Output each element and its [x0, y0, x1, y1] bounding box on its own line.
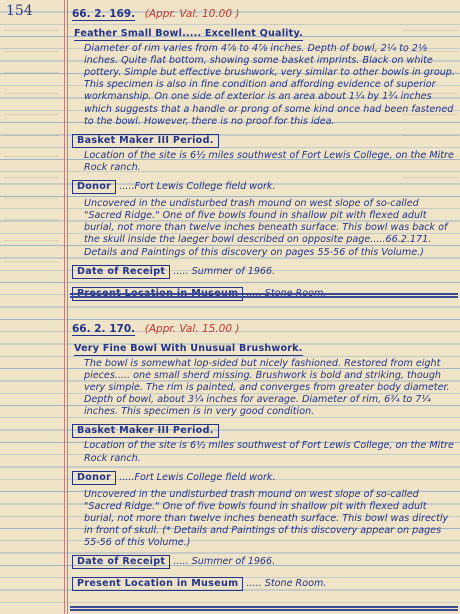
- discovery-notes: Uncovered in the undisturbed trash mound on west slope of so-called "Sacred Ridge." One of five bowls found in shallow pit with flexed adult burial, not more than twelve inches beneath surface. This bowl was back of the skull inside the laeger bowl described on opposite page.....66.2.171. Details and Paintings of this discovery on pages 55-56 of this Volume.): [84, 198, 448, 258]
- period-label: Basket Maker III Period.: [72, 134, 219, 148]
- entry-divider: [70, 606, 458, 608]
- appraisal-value: (Appr. Val. 10.00 ): [144, 8, 240, 20]
- donor-row: [72, 176, 458, 196]
- entry-description: The bowl is somewhat lop-sided but nicely fashioned. Restored from eight pieces..... one small sherd missing. Brushwork is bold and striking, though very simple. The rim is painted, and converges from greater body diameter. Depth of bowl, about 3¼ inches for average. Diameter of rim, 6¾ to 7¼ inches. This specimen is in very good condition.: [84, 357, 450, 418]
- site-location: Location of the site is 6½ miles southwest of Fort Lewis College, on the Mitre Rock ranch.: [84, 440, 454, 464]
- receipt-value: ..... Summer of 1966.: [173, 556, 276, 568]
- present-location-row: [72, 573, 458, 593]
- donor-label: Donor: [72, 471, 116, 485]
- entry-title: Feather Small Bowl..... Excellent Quality.: [74, 28, 303, 41]
- entry-header: [72, 317, 458, 341]
- bleed-through-left: [4, 20, 59, 600]
- entry-divider: [70, 293, 458, 295]
- ledger-content: [72, 2, 458, 595]
- present-location-label: Present Location in Museum: [72, 577, 243, 591]
- period-label: Basket Maker III Period.: [72, 424, 219, 438]
- donor-label: Donor: [72, 180, 116, 194]
- catalog-number: 66. 2. 169.: [72, 8, 136, 20]
- present-location-value: ..... Stone Room.: [246, 578, 327, 590]
- margin-line: [64, 0, 65, 614]
- donor-value: .....Fort Lewis College field work.: [119, 181, 276, 193]
- entry-header: [72, 2, 458, 26]
- page-number: 154: [6, 3, 33, 19]
- margin-line: [67, 0, 68, 614]
- donor-row: [72, 467, 458, 487]
- entry-description: Diameter of rim varies from 4⅞ to 4⅞ inches. Depth of bowl, 2¼ to 2⅛ inches. Quite flat bottom, showing some basket imprints. Black on white pottery. Simple but effective brushwork, very similar to other bowls in group. This specimen is also in fine condition and affording evidence of superior workmanship. On one side of exterior is an area about 1¼ by 1¾ inches which suggests that a handle or prong of some kind once had been fastened to the bowl. However, there is no proof for this idea.: [84, 43, 455, 127]
- discovery-notes: Uncovered in the undisturbed trash mound on west slope of so-called "Sacred Ridge." One of five bowls found in shallow pit with flexed adult burial, not more than twelve inches beneath surface. This bowl was directly in front of skull. (* Details and Paintings of this discovery appear on pages 55-56 of this Volume.): [84, 488, 449, 549]
- entry-title: Very Fine Bowl With Unusual Brushwork.: [74, 343, 303, 356]
- receipt-row: [72, 261, 458, 281]
- receipt-label: Date of Receipt: [72, 265, 170, 279]
- receipt-label: Date of Receipt: [72, 555, 170, 569]
- catalog-number: 66. 2. 170.: [72, 322, 136, 335]
- receipt-row: [72, 551, 458, 571]
- site-location: Location of the site is 6½ miles southwest of Fort Lewis College, on the Mitre Rock ranch.: [84, 149, 454, 173]
- appraisal-value: (Appr. Val. 15.00 ): [144, 322, 240, 335]
- donor-value: .....Fort Lewis College field work.: [119, 471, 276, 483]
- receipt-value: ..... Summer of 1966.: [173, 265, 276, 277]
